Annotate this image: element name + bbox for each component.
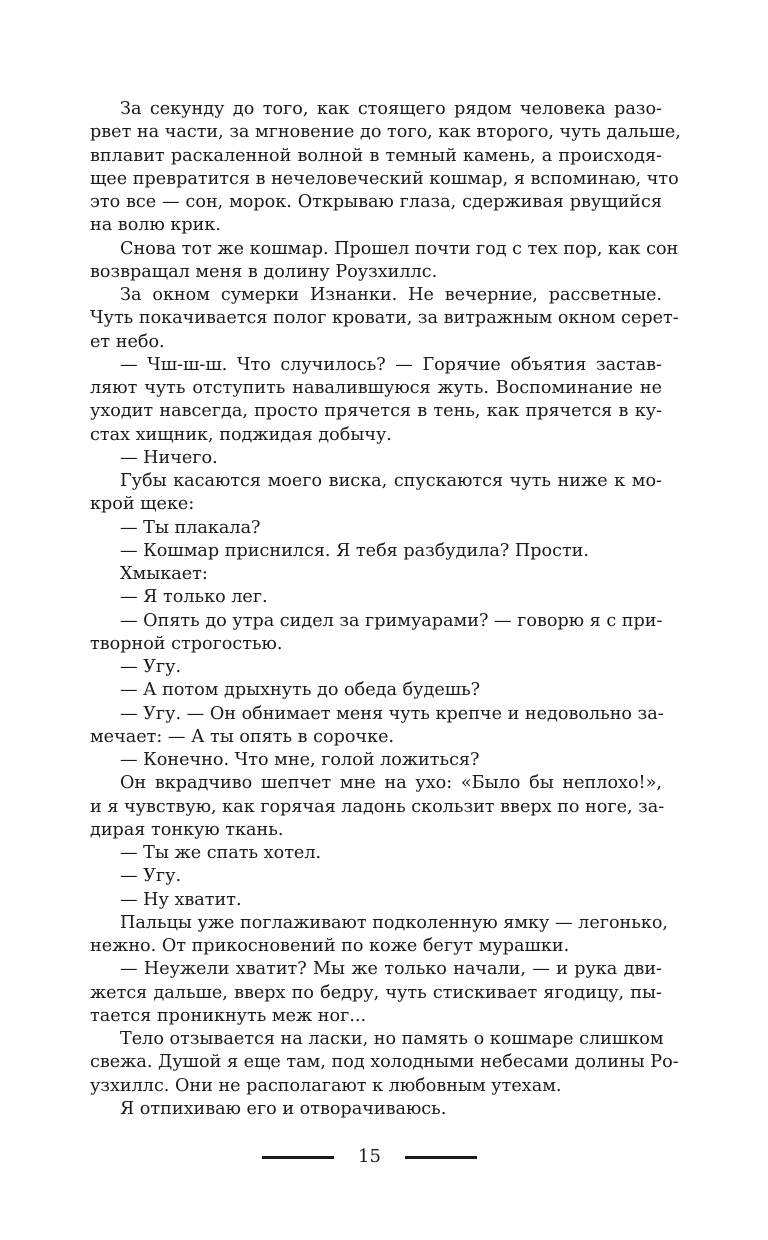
text-line: рвет на части, за мгновение до того, как второго, чуть дальше,: [90, 122, 681, 143]
paragraph: [90, 749, 662, 772]
paragraph: [90, 98, 681, 238]
paragraph: [90, 912, 669, 959]
paragraph: [90, 540, 662, 563]
text-line: — Угу. — Он обнимает меня чуть крепче и недовольно за-: [120, 703, 664, 724]
text-line: жется дальше, вверх по бедру, чуть стискивает ягодицу, пы-: [90, 982, 662, 1003]
text-line: — А потом дрыхнуть до обеда будешь?: [120, 680, 481, 701]
paragraph: [90, 842, 662, 865]
text-line: — Угу.: [120, 657, 182, 677]
text-line: Он вкрадчиво шепчет мне на ухо: «Было бы неплохо!»,: [120, 773, 662, 794]
text-line: Тело отзывается на ласки, но память о кошмаре слишком: [120, 1029, 664, 1049]
text-line: Чуть покачивается полог кровати, за витражным окном серет-: [90, 308, 679, 329]
text-line: стах хищник, поджидая добычу.: [90, 424, 392, 445]
paragraph: [90, 354, 662, 447]
text-line: Я отпихиваю его и отворачиваюсь.: [120, 1098, 447, 1119]
paragraph: [90, 679, 662, 702]
paragraph: [90, 958, 662, 1028]
text-line: — Конечно. Что мне, голой ложиться?: [120, 750, 480, 770]
text-line: щее превратится в нечеловеческий кошмар, я вспоминаю, что: [90, 168, 679, 189]
paragraph: [90, 889, 662, 912]
text-line: ет небо.: [90, 331, 165, 352]
page-body: [90, 98, 681, 1121]
paragraph: [90, 447, 662, 470]
text-line: ляют чуть отступить навалившуюся жуть. Воспоминание не: [90, 378, 662, 398]
paragraph: [90, 238, 679, 285]
text-line: — Ничего.: [120, 447, 218, 468]
paragraph: [90, 1098, 662, 1121]
text-line: Губы касаются моего виска, спускаются чуть ниже к мо-: [120, 471, 662, 491]
paragraph: [90, 470, 662, 517]
footer-rule-right: [405, 1156, 477, 1159]
text-line: свежа. Душой я еще там, под холодными небесами долины Ро-: [90, 1052, 679, 1073]
paragraph: [90, 772, 665, 842]
paragraph: [90, 586, 662, 609]
text-line: мечает: — А ты опять в сорочке.: [90, 726, 395, 747]
text-line: За окном сумерки Изнанки. Не вечерние, рассветные.: [120, 285, 662, 305]
text-line: узхиллс. Они не располагают к любовным утехам.: [90, 1075, 562, 1096]
text-line: — Ну хватит.: [120, 889, 242, 910]
text-line: — Чш-ш-ш. Что случилось? — Горячие объятия застав-: [120, 354, 662, 375]
text-line: на волю крик.: [90, 215, 221, 236]
text-line: возвращал меня в долину Роузхиллс.: [90, 261, 438, 282]
paragraph: [90, 1028, 679, 1098]
paragraph: [90, 656, 662, 679]
text-line: и я чувствую, как горячая ладонь скользит вверх по ноге, за-: [90, 796, 665, 817]
text-line: Хмыкает:: [120, 564, 208, 584]
text-line: — Ты же спать хотел.: [120, 843, 322, 863]
paragraph: [90, 703, 662, 750]
text-line: — Я только лег.: [120, 587, 268, 608]
text-line: тается проникнуть меж ног...: [90, 1005, 367, 1026]
page-footer: [0, 1142, 768, 1172]
text-line: — Кошмар приснился. Я тебя разбудила? Прости.: [120, 540, 589, 561]
text-line: крой щеке:: [90, 494, 195, 515]
text-line: нежно. От прикосновений по коже бегут мурашки.: [90, 936, 570, 956]
paragraph: [90, 610, 662, 657]
text-line: уходит навсегда, просто прячется в тень, как прячется в ку-: [90, 401, 662, 422]
text-line: — Ты плакала?: [120, 517, 261, 538]
page-number: 15: [358, 1146, 381, 1167]
text-line: За секунду до того, как стоящего рядом человека разо-: [120, 99, 662, 119]
text-line: — Неужели хватит? Мы же только начали, — и рука дви-: [120, 959, 662, 980]
paragraph: [90, 865, 662, 888]
text-line: — Угу.: [120, 866, 182, 887]
paragraph: [90, 563, 662, 586]
paragraph: [90, 284, 679, 354]
text-line: это все — сон, морок. Открываю глаза, сдерживая рвущийся: [90, 192, 662, 212]
text-line: вплавит раскаленной волной в темный камень, а происходя-: [90, 145, 662, 166]
paragraph: [90, 517, 662, 540]
text-line: Пальцы уже поглаживают подколенную ямку — легонько,: [120, 912, 669, 933]
text-line: Снова тот же кошмар. Прошел почти год с тех пор, как сон: [120, 238, 679, 259]
text-line: творной строгостью.: [90, 633, 283, 654]
text-line: — Опять до утра сидел за гримуарами? — говорю я с при-: [120, 610, 663, 631]
footer-rule-left: [262, 1156, 334, 1159]
text-line: дирая тонкую ткань.: [90, 819, 284, 840]
